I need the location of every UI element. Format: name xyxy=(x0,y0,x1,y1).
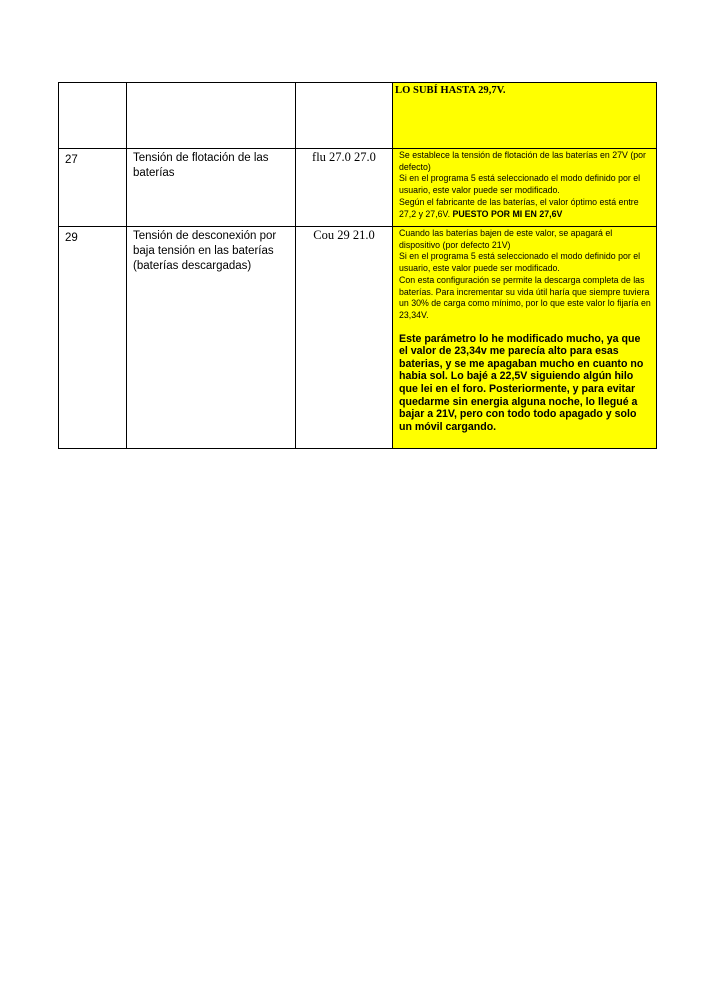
note-line: Se establece la tensión de flotación de las baterías en 27V (por defecto) xyxy=(399,150,646,172)
cmd-cell xyxy=(296,83,393,149)
note-line: Si en el programa 5 está seleccionado el modo definido por el usuario, este valor puede ser modificado. xyxy=(399,173,641,196)
param-cell: Tensión de desconexión por baja tensión en las baterías (baterías descargadas) xyxy=(127,227,296,449)
cmd-cell: flu 27.0 27.0 xyxy=(296,149,393,227)
table-row xyxy=(59,149,657,227)
note-cell xyxy=(393,149,657,227)
param-cell: Tensión de flotación de las baterías xyxy=(127,149,296,227)
note-line: Si en el programa 5 está seleccionado el modo definido por el usuario, este valor puede ser modificado. xyxy=(399,251,641,274)
note-line: Cuando las baterías bajen de este valor, se apagará el dispositivo (por defecto 21V) xyxy=(399,228,613,250)
cmd-cell: Cou 29 21.0 xyxy=(296,227,393,449)
note-cell: LO SUBÍ HASTA 29,7V. xyxy=(393,83,657,149)
table-row xyxy=(59,227,657,449)
note-bold-text: PUESTO POR MI EN 27,6V xyxy=(452,208,563,219)
note-text: Según el fabricante de las baterías, el valor óptimo está entre 27,2 y 27,6V. xyxy=(399,196,639,219)
param-cell xyxy=(127,83,296,149)
table-row xyxy=(59,83,657,149)
note-bold-paragraph: Este parámetro lo he modificado mucho, ya que el valor de 23,34v me parecía alto para esas baterias, y se me apagaban mucho en cuanto no habia sol. Lo bajé a 22,5V siguiendo algún hilo que lei en el foro. Posteriormente, y para evitar quedarme sin energia alguna noche, lo llegué a bajar a 21V, pero con todo todo apagado y solo un móvil cargando. xyxy=(399,332,644,433)
note-line xyxy=(399,197,652,220)
parameters-table xyxy=(58,82,657,449)
note-cell xyxy=(393,227,657,449)
num-cell: 27 xyxy=(59,149,127,227)
note-line: Con esta configuración se permite la descarga completa de las baterías. Para incrementar su vida útil haría que siempre tuviera un 30% de carga como mínimo, por lo que este valor lo fijaría en 23,34V. xyxy=(399,274,651,320)
num-cell xyxy=(59,83,127,149)
num-cell: 29 xyxy=(59,227,127,449)
